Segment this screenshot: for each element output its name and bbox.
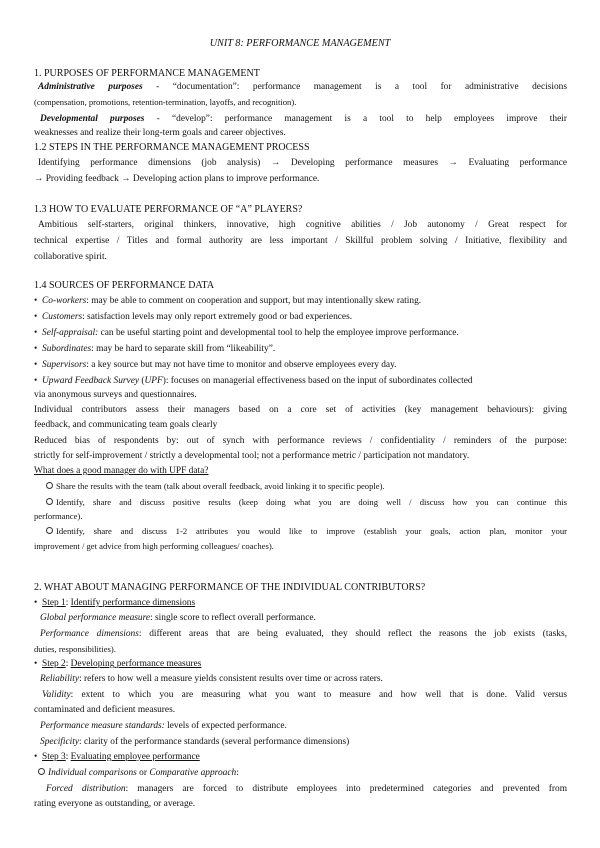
supervisors-term: Supervisors xyxy=(42,360,87,370)
upf-sub-3 xyxy=(46,525,567,537)
customers-term: Customers xyxy=(42,312,83,322)
step-3-title: Evaluating employee performance xyxy=(70,752,200,762)
upf-sub-3-text: Identify, share and discuss 1-2 attributes you would like to improve (establish your goals, action plan, monitor your xyxy=(56,526,567,536)
dev-purposes-term: Developmental purposes xyxy=(40,114,145,124)
specificity-line xyxy=(40,736,567,748)
step-3-line: • Step 3: Evaluating employee performance xyxy=(34,752,200,762)
admin-purposes-line-2: (compensation, promotions, retention-termination, layoffs, and recognition). xyxy=(34,97,297,107)
section-1-heading: 1. PURPOSES OF PERFORMANCE MANAGEMENT xyxy=(34,68,260,79)
standards-text: levels of expected performance. xyxy=(164,721,287,731)
coworkers-text: : may be able to comment on cooperation and support, but may intentionally skew rating. xyxy=(86,296,422,306)
steps-line-2: → Providing feedback → Developing action plans to improve performance. xyxy=(34,174,320,184)
circle-bullet-icon xyxy=(46,498,53,505)
self-appraisal-text: can be useful starting point and developmental tool to help the employee improve performance. xyxy=(98,328,459,338)
coworkers-term: Co-workers xyxy=(42,296,87,306)
a-players-line-2: technical expertise / Titles and formal authority are less important / Skillful problem solving / Initiative, flexibility and xyxy=(34,236,567,246)
standards-line xyxy=(40,720,567,732)
reliability-term: Reliability xyxy=(40,674,80,684)
bullet-customers: • Customers: satisfaction levels may only report extremely good or bad experiences. xyxy=(34,312,353,322)
upf-sub-2-text: Identify, share and discuss positive results (keep doing what you are doing well / discuss how you can continue this xyxy=(56,497,567,507)
specificity-text: : clarity of the performance standards (several performance dimensions) xyxy=(79,737,350,747)
upf-sub-3-line-2: improvement / get advice from high performing colleagues/ coaches). xyxy=(34,541,274,551)
validity-text: : extent to which you are measuring what you want to measure and how well that is done. Valid versus xyxy=(70,690,567,700)
step-1-line: • Step 1: Identify performance dimensions xyxy=(34,598,196,608)
a-players-line-3: collaborative spirit. xyxy=(34,252,107,262)
individual-comparisons-term: Individual comparisons xyxy=(48,768,137,778)
bullet-self-appraisal: • Self-appraisal: can be useful starting point and developmental tool to help the employee improve performance. xyxy=(34,328,459,338)
upf-sub-2-line-2: performance). xyxy=(34,511,83,521)
validity-term: Validity xyxy=(42,690,71,700)
circle-bullet-icon xyxy=(46,527,53,534)
step-1-title: Identify performance dimensions xyxy=(70,598,196,608)
performance-dimensions-line-2: duties, responsibilities). xyxy=(34,644,116,654)
forced-distribution-line-2: rating everyone as outstanding, or average. xyxy=(34,799,196,809)
circle-bullet-icon xyxy=(46,482,53,489)
circle-bullet-icon xyxy=(38,768,45,775)
dev-purposes-text: - “develop”: performance management is a tool to help employees improve their xyxy=(144,114,567,124)
step-1-label: Step 1 xyxy=(42,598,66,608)
step-2-title: Developing performance measures xyxy=(70,659,202,669)
upf-abbr: UPF xyxy=(144,376,163,386)
reliability-line xyxy=(40,673,567,685)
validity-line-2: contaminated and deficient measures. xyxy=(34,705,176,715)
global-measure-text: : single score to reflect overall performance. xyxy=(150,613,316,623)
bullet-coworkers: • Co-workers: may be able to comment on cooperation and support, but may intentionally skew rating. xyxy=(34,296,422,306)
forced-distribution-line xyxy=(46,783,567,795)
reduced-bias-line-1: Reduced bias of respondents by: out of synch with performance reviews / confidentiality / reminders of the purpose: xyxy=(34,436,567,446)
section-1-3-heading: 1.3 HOW TO EVALUATE PERFORMANCE OF “A” PLAYERS? xyxy=(34,204,303,215)
forced-distribution-text: : managers are forced to distribute employees into predetermined categories and prevented from xyxy=(125,784,567,794)
performance-dimensions-term: Performance dimensions xyxy=(40,629,139,639)
section-1-2-heading: 1.2 STEPS IN THE PERFORMANCE MANAGEMENT PROCESS xyxy=(34,142,310,153)
a-players-line-1: Ambitious self-starters, original thinkers, innovative, high cognitive abilities / Job autonomy / Great respect for xyxy=(38,220,567,230)
global-measure-line xyxy=(40,612,567,624)
upf-paren: ( xyxy=(139,376,145,386)
dev-purposes-line-2: weaknesses and realize their long-term goals and career objectives. xyxy=(34,128,286,138)
dev-purposes-line xyxy=(40,113,567,125)
subordinates-term: Subordinates xyxy=(42,344,92,354)
individual-comparisons-colon: : xyxy=(236,768,239,778)
upf-sub-1-text: Share the results with the team (talk about overall feedback, avoid linking it to specific people). xyxy=(56,481,385,491)
admin-purposes-line xyxy=(38,81,567,93)
bullet-upf: • Upward Feedback Survey (UPF): focuses on managerial effectiveness based on the input of subordinates collected xyxy=(34,376,473,386)
step-3-label: Step 3 xyxy=(42,752,66,762)
subordinates-text: : may be hard to separate skill from “likeability”. xyxy=(91,344,276,354)
individual-contributors-line-1: Individual contributors assess their managers based on a core set of activities (key management behaviours): giving xyxy=(34,405,567,415)
supervisors-text: : a key source but may not have time to monitor and observe employees every day. xyxy=(86,360,397,370)
customers-text: : satisfaction levels may only report extremely good or bad experiences. xyxy=(82,312,353,322)
step-2-label: Step 2 xyxy=(42,659,66,669)
upf-question: What does a good manager do with UPF data? xyxy=(34,466,209,476)
admin-purposes-text: - “documentation”: performance management is a tool for administrative decisions xyxy=(142,82,567,92)
comparative-approach-term: Comparative approach xyxy=(149,768,237,778)
self-appraisal-term: Self-appraisal: xyxy=(42,328,99,338)
individual-comparisons-or: or xyxy=(136,768,150,778)
upf-sub-2 xyxy=(46,496,567,508)
individual-comparisons-line xyxy=(38,767,567,779)
reliability-text: : refers to how well a measure yields consistent results over time or across raters. xyxy=(79,674,383,684)
step-2-line: • Step 2: Developing performance measures xyxy=(34,659,202,669)
reduced-bias-line-2: strictly for self-improvement / strictly a developmental tool; not a performance metric / participation not mandatory. xyxy=(34,451,470,461)
bullet-subordinates: • Subordinates: may be hard to separate skill from “likeability”. xyxy=(34,344,276,354)
forced-distribution-term: Forced distribution xyxy=(46,784,126,794)
admin-purposes-term: Administrative purposes xyxy=(38,82,143,92)
individual-contributors-line-2: feedback, and communicating team goals clearly xyxy=(34,420,218,430)
specificity-term: Specificity xyxy=(40,737,80,747)
performance-dimensions-text: : different areas that are being evaluated, they should reflect the reasons the job exists (tasks, xyxy=(138,629,567,639)
global-measure-term: Global performance measure xyxy=(40,613,151,623)
upf-term: Upward Feedback Survey xyxy=(42,376,140,386)
upf-text: ): focuses on managerial effectiveness based on the input of subordinates collected xyxy=(162,376,473,386)
steps-line-1: Identifying performance dimensions (job analysis) → Developing performance measures → Evaluating performance xyxy=(38,158,567,168)
performance-dimensions-line xyxy=(40,628,567,640)
section-1-4-heading: 1.4 SOURCES OF PERFORMANCE DATA xyxy=(34,280,215,291)
bullet-supervisors: • Supervisors: a key source but may not have time to monitor and observe employees every day. xyxy=(34,360,397,370)
upf-sub-1 xyxy=(46,480,567,493)
page-title: UNIT 8: PERFORMANCE MANAGEMENT xyxy=(209,38,391,49)
section-2-heading: 2. WHAT ABOUT MANAGING PERFORMANCE OF THE INDIVIDUAL CONTRIBUTORS? xyxy=(34,582,426,593)
upf-line-2: via anonymous surveys and questionnaires. xyxy=(34,390,197,400)
validity-line xyxy=(42,689,567,701)
standards-term: Performance measure standards: xyxy=(40,721,165,731)
